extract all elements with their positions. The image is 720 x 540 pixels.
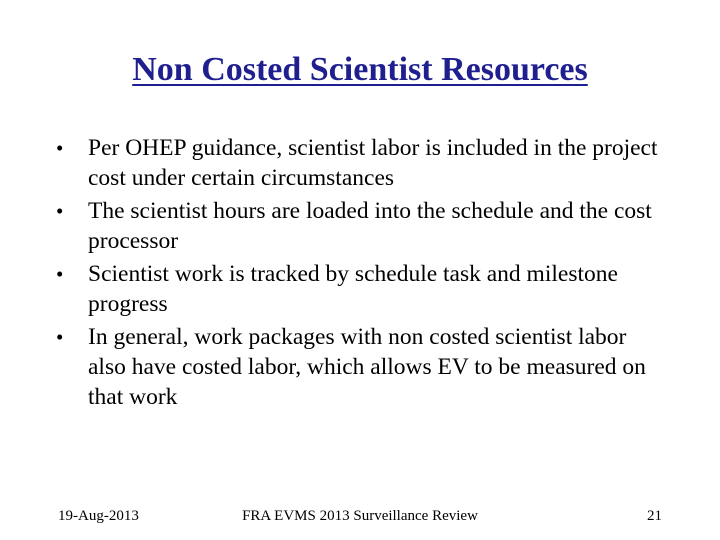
slide-title bbox=[0, 50, 720, 90]
slide-title-text: Non Costed Scientist Resources bbox=[132, 51, 588, 88]
bullet-item bbox=[56, 196, 666, 256]
bullet-text: The scientist hours are loaded into the schedule and the cost processor bbox=[88, 198, 652, 254]
bullet-marker: • bbox=[56, 199, 64, 223]
footer-title: FRA EVMS 2013 Surveillance Review bbox=[242, 508, 478, 524]
bullet-marker: • bbox=[56, 136, 64, 160]
bullet-item bbox=[56, 259, 666, 319]
bullet-marker: • bbox=[56, 262, 64, 286]
footer-date: 19-Aug-2013 bbox=[58, 508, 139, 524]
page-number: 21 bbox=[647, 508, 662, 524]
bullet-item bbox=[56, 322, 666, 412]
bullet-item bbox=[56, 133, 666, 193]
bullet-text: In general, work packages with non costed scientist labor also have costed labor, which allows EV to be measured on that work bbox=[88, 324, 646, 410]
bullet-text: Scientist work is tracked by schedule task and milestone progress bbox=[88, 261, 618, 317]
bullet-list bbox=[56, 133, 666, 415]
bullet-marker: • bbox=[56, 325, 64, 349]
bullet-text: Per OHEP guidance, scientist labor is included in the project cost under certain circumstances bbox=[88, 135, 658, 191]
